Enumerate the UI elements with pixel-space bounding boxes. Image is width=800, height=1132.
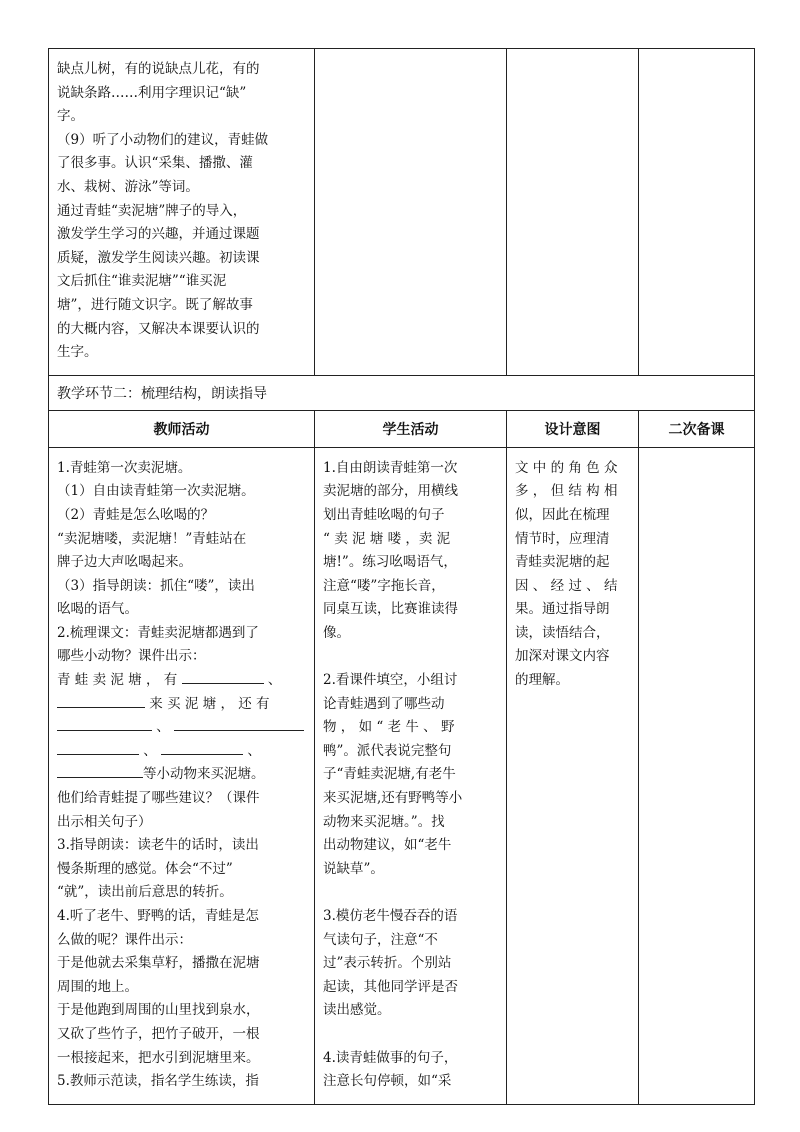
- design-line: 因 、 经 过 、 结: [515, 577, 618, 594]
- design-line: 似，因此在梳理: [515, 506, 610, 523]
- header-teacher: 教师活动: [49, 410, 315, 447]
- second-prep-cell: [639, 447, 755, 1104]
- teacher-line: 周围的地上。: [57, 978, 138, 995]
- student-line: 子“青蛙卖泥塘,有老牛: [323, 766, 456, 783]
- content-row: [49, 447, 755, 1104]
- blank: [182, 669, 264, 684]
- teacher-line: 一根接起来，把水引到泥塘里来。: [57, 1049, 260, 1066]
- continued-design-cell: [507, 49, 639, 376]
- teacher-line: 激发学生学习的兴趣，并通过课题: [57, 226, 260, 243]
- teacher-line: 又砍了些竹子，把竹子破开，一根: [57, 1025, 260, 1042]
- teacher-line: “卖泥塘喽，卖泥塘！”青蛙站在: [57, 530, 247, 547]
- student-block-2: [323, 669, 500, 881]
- fill-blank-line-3: 、: [57, 716, 308, 740]
- student-line: 像。: [323, 624, 350, 641]
- fill-blank-line-4: 、 、: [57, 740, 308, 764]
- teacher-line: （1）自由读青蛙第一次卖泥塘。: [57, 483, 255, 500]
- student-block-4: [323, 1047, 500, 1094]
- blank: [57, 740, 139, 755]
- teacher-line: 质疑，激发学生阅读兴趣。初读课: [57, 249, 260, 266]
- teacher-line: 2.梳理课文：青蛙卖泥塘都遇到了: [57, 624, 259, 641]
- continued-second-cell: [639, 49, 755, 376]
- teacher-line: “就”，读出前后意思的转折。: [57, 884, 233, 901]
- student-block-3: [323, 905, 500, 1023]
- design-line: 加深对课文内容: [515, 648, 610, 665]
- design-line: 情节时，应理清: [515, 530, 610, 547]
- student-line: 物 ， 如 “ 老 牛 、 野: [323, 719, 455, 736]
- lesson-plan-table: [48, 48, 755, 1105]
- student-line: 1.自由朗读青蛙第一次: [323, 459, 458, 476]
- teacher-line: 了很多事。认识“采集、播撒、灌: [57, 155, 253, 172]
- teacher-line: 么做的呢？课件出示：: [57, 931, 192, 948]
- design-line: 果。通过指导朗: [515, 601, 610, 618]
- student-line: 塘!”。练习吆喝语气，: [323, 554, 457, 571]
- teacher-line: 于是他跑到周围的山里找到泉水，: [57, 1002, 260, 1019]
- section-title: 教学环节二：梳理结构，朗读指导: [49, 375, 755, 410]
- student-line: 读出感觉。: [323, 1002, 391, 1019]
- student-line: 注意长句停顿，如“采: [323, 1073, 452, 1090]
- teacher-line: 于是他就去采集草籽，播撒在泥塘: [57, 955, 260, 972]
- student-line: “ 卖 泥 塘 喽 ，卖 泥: [323, 530, 451, 547]
- design-intent-cell: [507, 447, 639, 1104]
- teacher-line: 塘”，进行随文识字。既了解故事: [57, 296, 253, 313]
- teacher-line: 文后抓住“谁卖泥塘”“谁买泥: [57, 273, 227, 290]
- section-row: [49, 375, 755, 410]
- teacher-line: 他们给青蛙提了哪些建议？（课件: [57, 790, 260, 807]
- teacher-line: （9）听了小动物们的建议，青蛙做: [57, 131, 269, 148]
- fill-blank-line-2: 来 买 泥 塘 ， 还 有: [57, 693, 308, 717]
- blank: [161, 740, 243, 755]
- fill-blank-line-1: 青 蛙 卖 泥 塘 ， 有 、: [57, 669, 308, 693]
- teacher-line: 说缺条路……利用字理识记“缺”: [57, 84, 247, 101]
- design-line: 读，读悟结合，: [515, 624, 610, 641]
- blank: [174, 716, 304, 731]
- student-line: 论青蛙遇到了哪些动: [323, 695, 445, 712]
- student-line: 3.模仿老牛慢吞吞的语: [323, 908, 458, 924]
- header-second: 二次备课: [639, 410, 755, 447]
- header-student: 学生活动: [315, 410, 507, 447]
- student-line: 4.读青蛙做事的句子，: [323, 1049, 458, 1066]
- student-line: 气读句子，注意“不: [323, 931, 438, 948]
- teacher-line: 通过青蛙“卖泥塘”牌子的导入，: [57, 202, 247, 219]
- teacher-line: （3）指导朗读：抓住“喽”，读出: [57, 577, 255, 594]
- teacher-line: 3.指导朗读：读老牛的话时，读出: [57, 837, 259, 854]
- student-line: 注意“喽”字拖长音，: [323, 577, 445, 594]
- teacher-line: 缺点儿树，有的说缺点儿花，有的: [57, 61, 260, 77]
- student-activity-cell: [315, 447, 507, 1104]
- teacher-line: 字。: [57, 108, 84, 125]
- student-line: 过”表示转折。个别站: [323, 955, 452, 972]
- student-block-1: [323, 457, 500, 646]
- blank: [57, 693, 145, 708]
- student-line: 来买泥塘,还有野鸭等小: [323, 790, 463, 807]
- fill-blank-line-5: 等小动物来买泥塘。: [57, 763, 308, 787]
- teacher-line: 牌子边大声吆喝起来。: [57, 554, 192, 571]
- header-row: [49, 410, 755, 447]
- teacher-line: 水、栽树、游泳”等词。: [57, 178, 199, 195]
- design-line: 多 ， 但 结 构 相: [515, 483, 618, 500]
- teacher-line: 慢条斯理的感觉。体会“不过”: [57, 860, 233, 877]
- teacher-line: 4.听了老牛、野鸭的话，青蛙是怎: [57, 908, 259, 924]
- student-line: 2.看课件填空，小组讨: [323, 672, 458, 689]
- student-line: 卖泥塘的部分，用横线: [323, 483, 458, 500]
- student-line: 鸭”。派代表说完整句: [323, 742, 452, 759]
- teacher-activity-cell: [49, 447, 315, 1104]
- teacher-line: 1.青蛙第一次卖泥塘。: [57, 459, 192, 476]
- teacher-line: 出示相关句子）: [57, 813, 152, 830]
- teacher-line: 吆喝的语气。: [57, 601, 138, 618]
- student-line: 起读，其他同学评是否: [323, 978, 458, 995]
- student-line: 说缺草”。: [323, 860, 384, 877]
- teacher-line: 哪些小动物？课件出示：: [57, 648, 206, 665]
- teacher-line: 生字。: [57, 344, 98, 361]
- student-line: 同桌互读，比赛谁读得: [323, 601, 458, 618]
- design-line: 的理解。: [515, 672, 569, 689]
- blank: [57, 716, 152, 731]
- continued-teacher-cell: [49, 49, 315, 376]
- student-line: 出动物建议，如“老牛: [323, 837, 452, 854]
- teacher-line: 的大概内容，又解决本课要认识的: [57, 320, 260, 337]
- design-line: 文 中 的 角 色 众: [515, 459, 618, 476]
- blank: [57, 763, 143, 778]
- continued-student-cell: [315, 49, 507, 376]
- design-line: 青蛙卖泥塘的起: [515, 554, 610, 571]
- student-line: 划出青蛙吆喝的句子: [323, 506, 445, 523]
- teacher-line: （2）青蛙是怎么吆喝的？: [57, 506, 215, 523]
- student-line: 动物来买泥塘。”。找: [323, 813, 445, 830]
- continued-row: [49, 49, 755, 376]
- teacher-line: 5.教师示范读，指名学生练读，指: [57, 1073, 259, 1090]
- header-design: 设计意图: [507, 410, 639, 447]
